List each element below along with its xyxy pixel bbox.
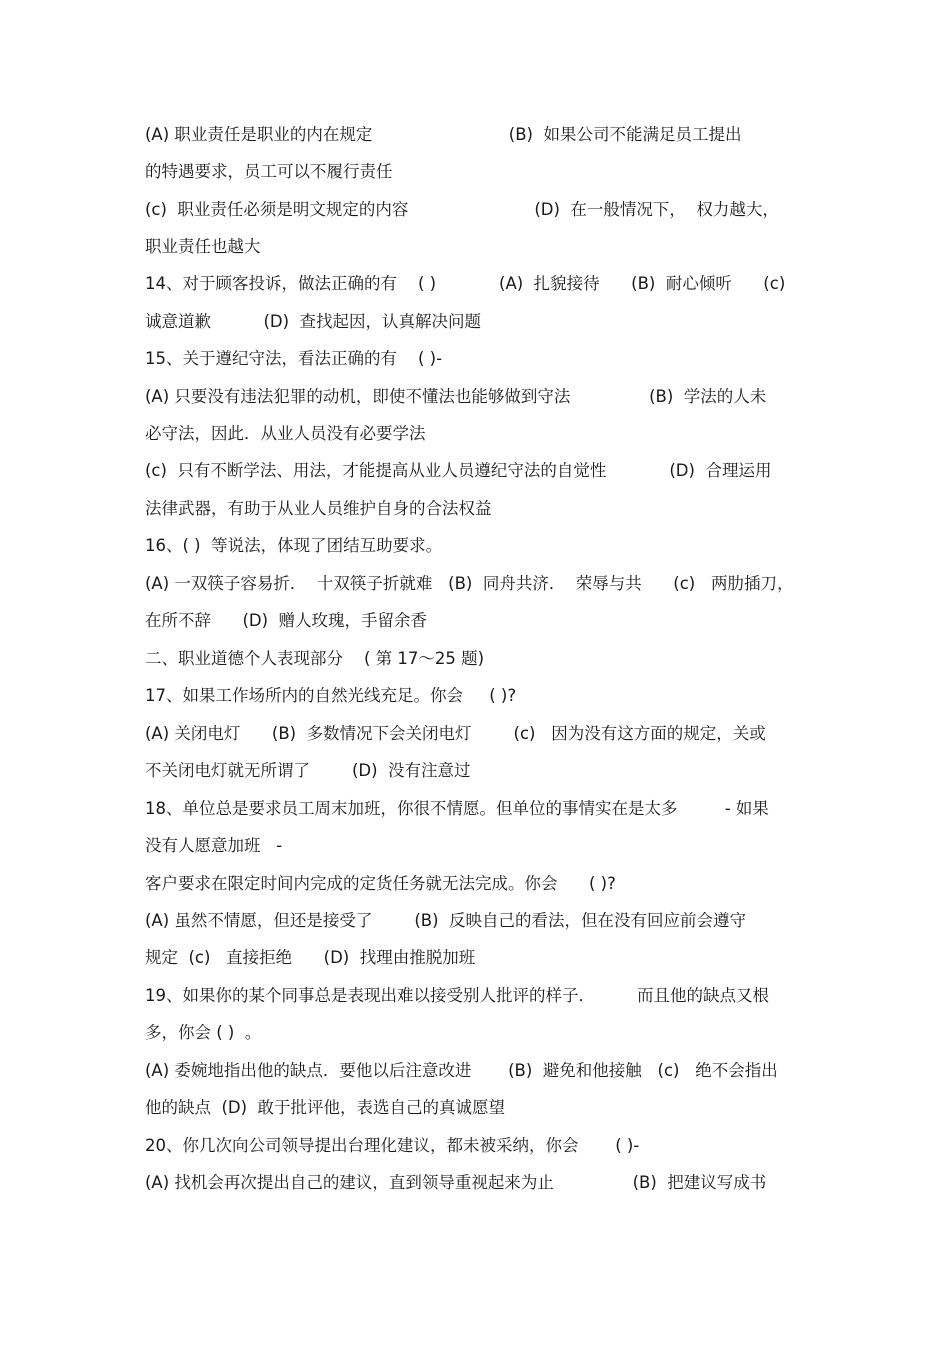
text-line: 必守法，因此．从业人员没有必要学法 bbox=[145, 424, 426, 443]
text-line: (A) 只要没有违法犯罪的动机，即使不懂法也能够做到守法 (B) 学法的人未 bbox=[145, 387, 767, 406]
text-line: 职业责任也越大 bbox=[145, 237, 261, 256]
text-line: 没有人愿意加班 - bbox=[145, 836, 283, 855]
text-line: 的特遇要求，员工可以不履行责任 bbox=[145, 162, 393, 181]
text-line: 16、( ) 等说法，体现了团结互助要求。 bbox=[145, 536, 443, 555]
text-line: (A) 找机会再次提出自己的建议，直到领导重视起来为止 (B) 把建议写成书 bbox=[145, 1173, 767, 1192]
text-line: 18、单位总是要求员工周末加班，你很不情愿。但单位的事情实在是太多 - 如果 bbox=[145, 799, 769, 818]
text-line: (A) 职业责任是职业的内在规定 (B) 如果公司不能满足员工提出 bbox=[145, 125, 742, 144]
text-line: (A) 虽然不情愿，但还是接受了 (B) 反映自己的看法，但在没有回应前会遵守 bbox=[145, 911, 747, 930]
text-line: 客户要求在限定时间内完成的定货任务就无法完成。你会 ( )? bbox=[145, 874, 616, 893]
text-line: (A) 一双筷子容易折． 十双筷子折就难 (B) 同舟共济． 荣辱与共 (c) 两肋插刀， bbox=[145, 574, 794, 593]
text-line: 他的缺点 (D) 敢于批评他，表选自己的真诚愿望 bbox=[145, 1098, 506, 1117]
text-line: 法律武器，有助于从业人员维护自身的合法权益 bbox=[145, 499, 492, 518]
text-line: (A) 委婉地指出他的缺点．要他以后注意改进 (B) 避免和他接触 (c) 绝不会指出 bbox=[145, 1061, 778, 1080]
text-line: 14、对于顾客投诉，做法正确的有 ( ) (A) 扎貌接待 (B) 耐心倾听 (c) bbox=[145, 274, 786, 293]
text-line: (c) 职业责任必须是明文规定的内容 (D) 在一般情况下， 权力越大， bbox=[145, 200, 779, 219]
text-line: 规定 (c) 直接拒绝 (D) 找理由推脱加班 bbox=[145, 948, 476, 967]
text-line: 不关闭电灯就无所谓了 (D) 没有注意过 bbox=[145, 761, 471, 780]
text-line: 15、关于遵纪守法，看法正确的有 ( )- bbox=[145, 349, 443, 368]
section-heading: 二、职业道德个人表现部分 ( 第 17～25 题) bbox=[145, 649, 485, 668]
text-line: 17、如果工作场所内的自然光线充足。你会 ( )? bbox=[145, 686, 517, 705]
text-line: 多，你会 ( ) 。 bbox=[145, 1023, 262, 1042]
text-line: 在所不辞 (D) 赠人玫瑰，手留余香 bbox=[145, 611, 428, 630]
text-line: 20、你几次向公司领导提出台理化建议，都未被采纳，你会 ( )- bbox=[145, 1136, 640, 1155]
text-line: (A) 关闭电灯 (B) 多数情况下会关闭电灯 (c) 因为没有这方面的规定，关或 bbox=[145, 724, 766, 743]
text-line: (c) 只有不断学法、用法，才能提高从业人员遵纪守法的自觉性 (D) 合理运用 bbox=[145, 461, 772, 480]
text-line: 诚意道歉 (D) 查找起因，认真解决问题 bbox=[145, 312, 482, 331]
text-line: 19、如果你的某个同事总是表现出难以接受别人批评的样子． 而且他的缺点又根 bbox=[145, 986, 769, 1005]
